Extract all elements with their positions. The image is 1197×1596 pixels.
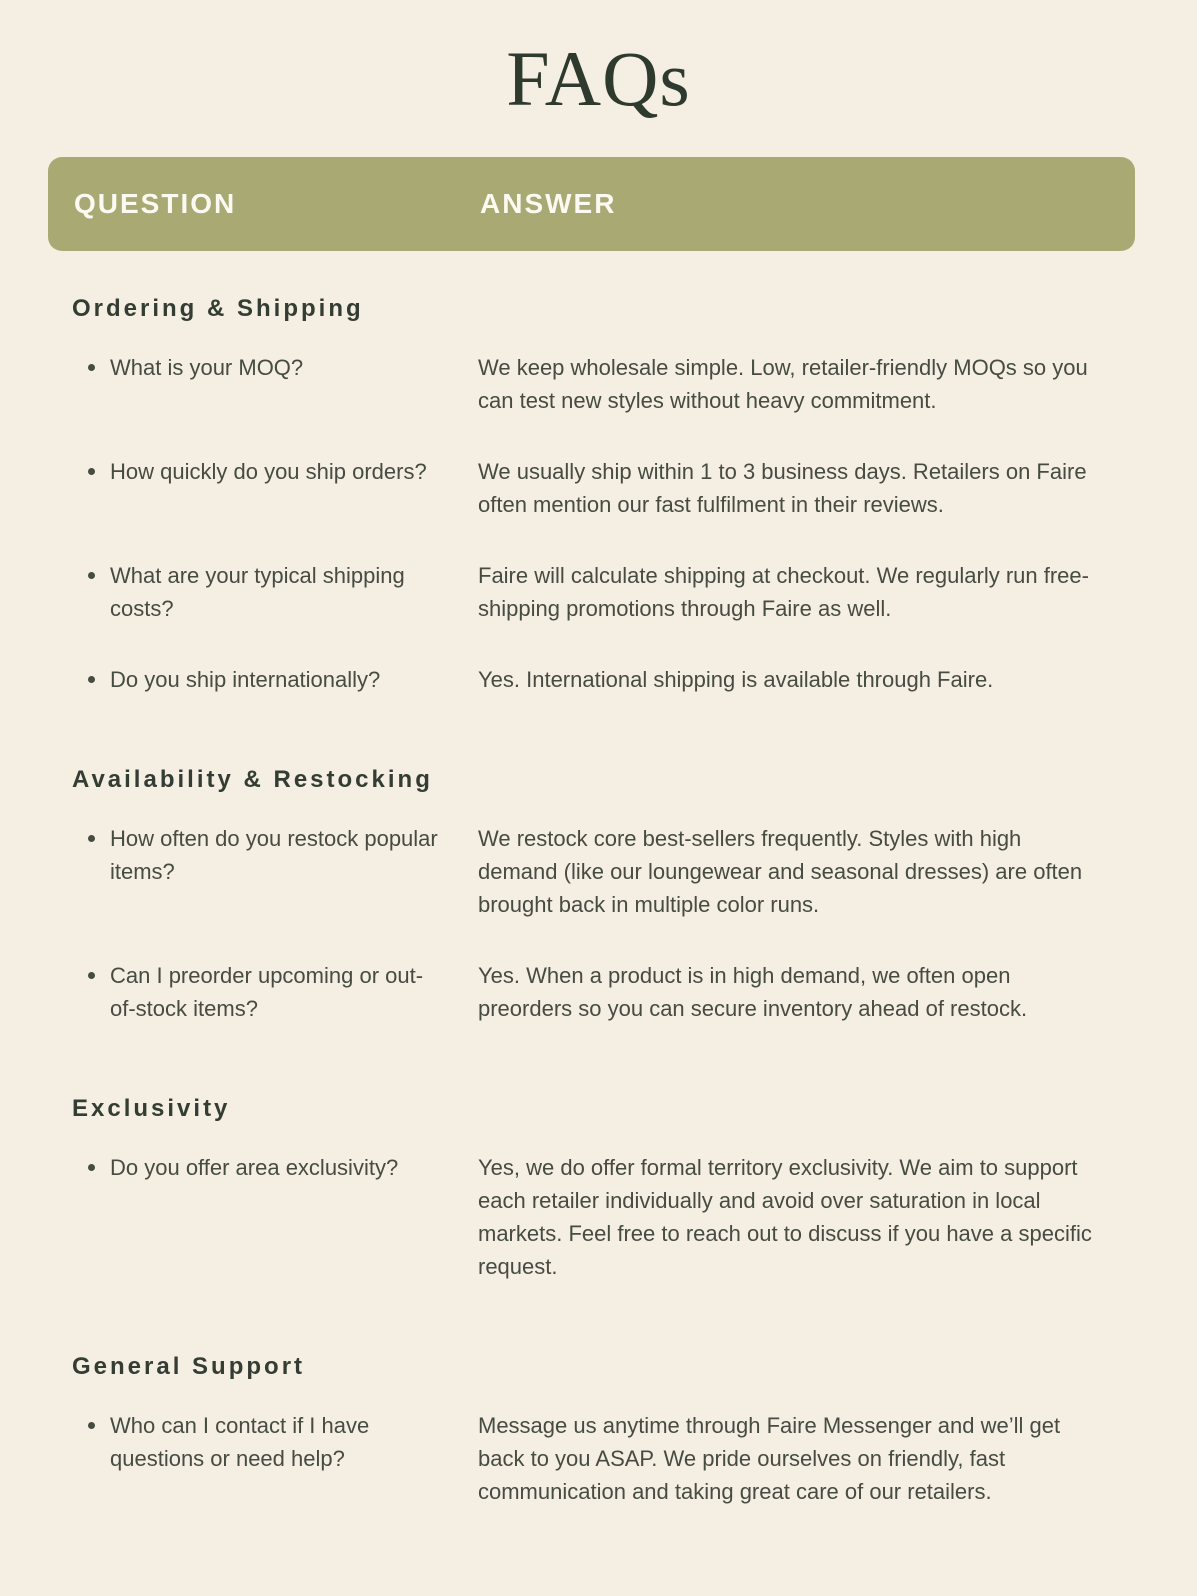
faq-body (0, 295, 1197, 1508)
answer-text: Yes. When a product is in high demand, we often open preorders so you can secure inventory ahead of restock. (478, 963, 1028, 1021)
bullet-icon (88, 1422, 95, 1429)
section-rows (72, 1409, 1102, 1508)
section-rows (72, 351, 1102, 696)
bullet-icon (88, 676, 95, 683)
question-cell (72, 351, 478, 417)
faq-section (72, 1353, 1102, 1508)
answer-column-label: ANSWER (480, 188, 617, 219)
page-title: FAQs (506, 35, 691, 122)
section-heading: Availability & Restocking (72, 766, 433, 793)
faq-row (72, 351, 1102, 417)
faq-section (72, 1095, 1102, 1283)
question-text: What is your MOQ? (110, 355, 304, 380)
section-heading: Exclusivity (72, 1095, 231, 1122)
bullet-icon (88, 572, 95, 579)
answer-text: We usually ship within 1 to 3 business days. Retailers on Faire often mention our fast fulfilment in their reviews. (478, 459, 1087, 517)
faq-row (72, 455, 1102, 521)
question-cell (72, 1151, 478, 1283)
bullet-icon (88, 835, 95, 842)
question-cell (72, 822, 478, 921)
section-rows (72, 1151, 1102, 1283)
answer-text: Yes. International shipping is available through Faire. (478, 667, 994, 692)
faq-section (72, 295, 1102, 696)
faq-row (72, 959, 1102, 1025)
answer-text: We restock core best-sellers frequently. Styles with high demand (like our loungewear and seasonal dresses) are often brought back in multiple color runs. (478, 826, 1083, 917)
question-text: Who can I contact if I have questions or need help? (110, 1413, 370, 1471)
bullet-icon (88, 364, 95, 371)
question-cell (72, 959, 478, 1025)
answer-text: We keep wholesale simple. Low, retailer-friendly MOQs so you can test new styles without heavy commitment. (478, 355, 1088, 413)
table-header-bar (48, 157, 1135, 251)
question-text: What are your typical shipping costs? (110, 563, 405, 621)
question-text: How quickly do you ship orders? (110, 459, 427, 484)
faq-section (72, 766, 1102, 1025)
faq-row (72, 559, 1102, 625)
bullet-icon (88, 972, 95, 979)
question-cell (72, 455, 478, 521)
answer-text: Message us anytime through Faire Messenger and we’ll get back to you ASAP. We pride ourselves on friendly, fast communication and taking great care of our retailers. (478, 1413, 1061, 1504)
question-text: Do you offer area exclusivity? (110, 1155, 399, 1180)
question-column-label: QUESTION (74, 188, 237, 219)
answer-text: Faire will calculate shipping at checkout. We regularly run free-shipping promotions through Faire as well. (478, 563, 1089, 621)
question-cell (72, 559, 478, 625)
faq-row (72, 1151, 1102, 1283)
question-text: Can I preorder upcoming or out-of-stock items? (110, 963, 424, 1021)
question-cell (72, 663, 478, 696)
bullet-icon (88, 1164, 95, 1171)
question-cell (72, 1409, 478, 1508)
question-text: Do you ship internationally? (110, 667, 381, 692)
faq-row (72, 663, 1102, 696)
faq-row (72, 1409, 1102, 1508)
faq-row (72, 822, 1102, 921)
section-rows (72, 822, 1102, 1025)
answer-text: Yes, we do offer formal territory exclusivity. We aim to support each retailer individually and avoid over saturation in local markets. Feel free to reach out to discuss if you have a specific request. (478, 1155, 1092, 1279)
section-heading: Ordering & Shipping (72, 295, 364, 322)
question-text: How often do you restock popular items? (110, 826, 438, 884)
section-heading: General Support (72, 1353, 306, 1380)
bullet-icon (88, 468, 95, 475)
